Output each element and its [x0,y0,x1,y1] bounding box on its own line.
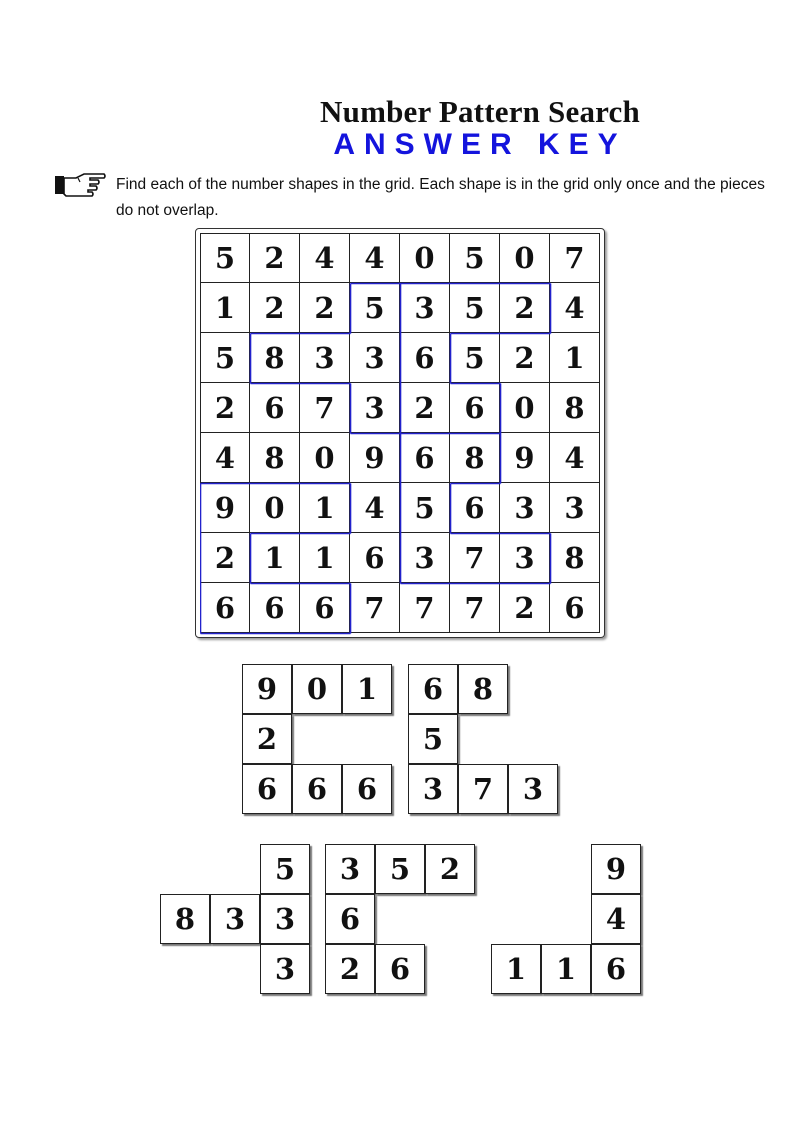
grid-cell: 7 [550,233,600,283]
number-grid [200,233,600,633]
grid-cell: 3 [400,533,450,583]
grid-cell: 5 [350,283,400,333]
shape-cell: 3 [408,764,458,814]
instructions-text: Find each of the number shapes in the grid. Each shape is in the grid only once and the pieces do not overlap. [116,176,765,219]
grid-cell: 6 [450,383,500,433]
shape-cell: 6 [342,764,392,814]
page-title: Number Pattern Search [320,94,640,129]
shape-cell: 5 [375,844,425,894]
grid-cell: 4 [350,233,400,283]
shape-cell: 3 [508,764,558,814]
grid-cell: 6 [200,583,250,633]
grid-cell: 3 [300,333,350,383]
shape-cell: 9 [242,664,292,714]
grid-cell: 6 [250,383,300,433]
shape-cell: 4 [591,894,641,944]
grid-cell: 5 [200,333,250,383]
grid-cell: 3 [350,333,400,383]
grid-cell: 4 [550,433,600,483]
grid-cell: 5 [400,483,450,533]
grid-cell: 9 [500,433,550,483]
shape-cell: 6 [325,894,375,944]
shape-cell: 6 [375,944,425,994]
grid-cell: 7 [300,383,350,433]
grid-cell: 2 [200,533,250,583]
grid-cell: 2 [300,283,350,333]
grid-cell: 6 [350,533,400,583]
grid-cell: 7 [450,583,500,633]
shape-cell: 2 [325,944,375,994]
grid-cell: 6 [300,583,350,633]
grid-cell: 7 [400,583,450,633]
grid-cell: 3 [500,483,550,533]
shape-cell: 3 [260,894,310,944]
grid-cell: 7 [350,583,400,633]
shape-cell: 6 [591,944,641,994]
grid-cell: 1 [200,283,250,333]
grid-cell: 9 [200,483,250,533]
shape-cell: 1 [541,944,591,994]
grid-cell: 6 [400,433,450,483]
shape-cell: 1 [491,944,541,994]
shape-cell: 7 [458,764,508,814]
grid-cell: 7 [450,533,500,583]
grid-cell: 1 [300,483,350,533]
grid-cell: 2 [250,233,300,283]
grid-cell: 2 [500,283,550,333]
shape-cell: 5 [408,714,458,764]
shape-cell: 3 [210,894,260,944]
grid-cell: 8 [250,433,300,483]
shape-cell: 1 [342,664,392,714]
shape-cell: 2 [242,714,292,764]
shape-cell: 2 [425,844,475,894]
shape-cell: 3 [260,944,310,994]
shape-cell: 8 [160,894,210,944]
shape-cell: 3 [325,844,375,894]
grid-cell: 3 [550,483,600,533]
grid-cell: 8 [250,333,300,383]
grid-cell: 9 [350,433,400,483]
grid-cell: 1 [550,333,600,383]
grid-cell: 3 [500,533,550,583]
grid-cell: 6 [450,483,500,533]
shape-cell: 9 [591,844,641,894]
grid-cell: 6 [400,333,450,383]
grid-cell: 2 [200,383,250,433]
grid-cell: 2 [500,333,550,383]
grid-cell: 8 [550,533,600,583]
shape-cell: 6 [408,664,458,714]
grid-cell: 5 [200,233,250,283]
grid-cell: 0 [500,233,550,283]
grid-cell: 4 [550,283,600,333]
grid-cell: 0 [400,233,450,283]
grid-cell: 0 [500,383,550,433]
shape-cell: 6 [242,764,292,814]
grid-cell: 4 [350,483,400,533]
grid-cell: 1 [250,533,300,583]
shape-cell: 0 [292,664,342,714]
grid-cell: 6 [550,583,600,633]
grid-cell: 8 [450,433,500,483]
grid-cell: 4 [300,233,350,283]
grid-cell: 5 [450,333,500,383]
grid-cell: 3 [350,383,400,433]
grid-cell: 2 [500,583,550,633]
grid-cell: 5 [450,283,500,333]
grid-cell: 6 [250,583,300,633]
grid-cell: 2 [400,383,450,433]
pointing-hand-icon [54,170,106,198]
grid-cell: 4 [200,433,250,483]
shape-cell: 8 [458,664,508,714]
grid-cell: 5 [450,233,500,283]
grid-cell: 2 [250,283,300,333]
shape-cell: 6 [292,764,342,814]
shape-cell: 5 [260,844,310,894]
grid-cell: 0 [250,483,300,533]
grid-cell: 0 [300,433,350,483]
grid-cell: 8 [550,383,600,433]
grid-cell: 1 [300,533,350,583]
grid-cell: 3 [400,283,450,333]
answer-key-subtitle: ANSWER KEY [333,128,627,161]
